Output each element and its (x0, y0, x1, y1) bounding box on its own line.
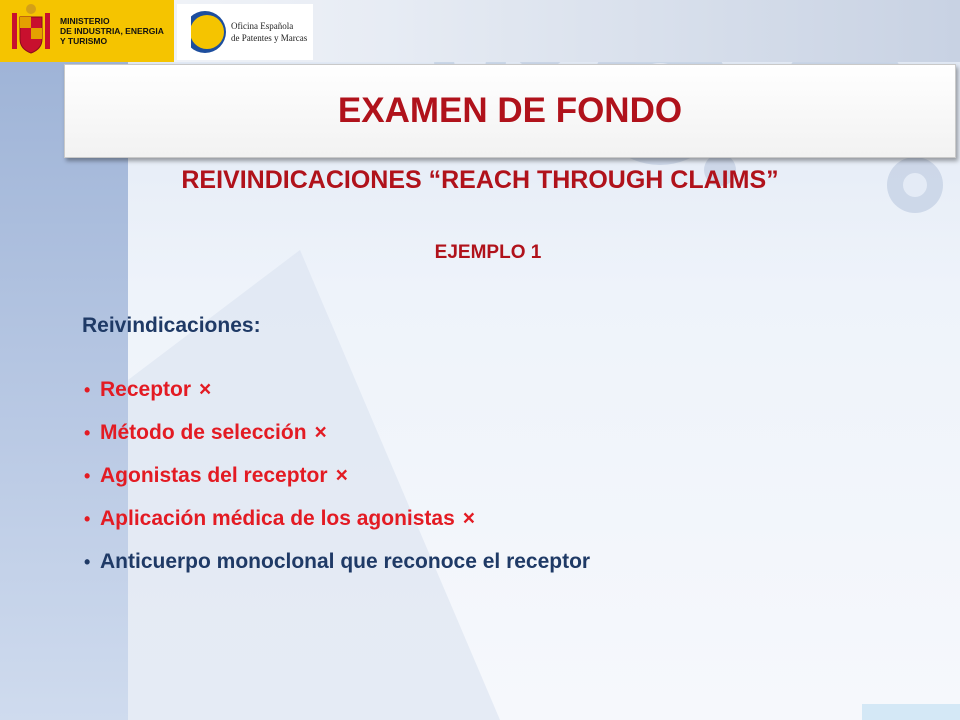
ministry-name (60, 16, 164, 46)
oepm-name (231, 20, 307, 44)
claim-item (84, 507, 590, 550)
ministry-line: MINISTERIO (60, 16, 110, 26)
slide-title: EXAMEN DE FONDO (337, 91, 683, 130)
example-label: EJEMPLO 1 (434, 242, 542, 263)
oepm-line: de Patentes y Marcas (231, 33, 308, 43)
claim-item (84, 378, 590, 421)
rejected-x-icon: × (462, 507, 476, 530)
claim-item (84, 464, 590, 507)
claim-text: Método de selección (100, 421, 307, 444)
ministry-line: Y TURISMO (60, 36, 108, 46)
oepm-emblem-icon (181, 9, 227, 55)
spain-crest-icon (8, 3, 54, 59)
ministry-line: DE INDUSTRIA, ENERGIA (60, 26, 164, 36)
claim-item (84, 550, 590, 593)
claim-text: Agonistas del receptor (100, 464, 328, 487)
ministry-logo (0, 0, 174, 62)
bullet-icon: • (84, 423, 91, 443)
slide-subtitle: REIVINDICACIONES “REACH THROUGH CLAIMS” (181, 166, 779, 194)
bullet-icon: • (84, 552, 91, 572)
claim-item (84, 421, 590, 464)
claims-heading: Reivindicaciones: (82, 314, 261, 337)
title-box (64, 64, 956, 158)
claim-text: Anticuerpo monoclonal que reconoce el receptor (100, 550, 591, 573)
rejected-x-icon: × (199, 378, 212, 401)
bullet-icon: • (84, 466, 91, 486)
corner-decoration (862, 704, 960, 720)
oepm-logo (177, 4, 313, 60)
claim-text: Receptor (100, 378, 192, 401)
rejected-x-icon: × (314, 421, 327, 444)
claims-list (84, 378, 590, 593)
rejected-x-icon: × (335, 464, 348, 487)
bullet-icon: • (84, 380, 91, 400)
bullet-icon: • (84, 509, 91, 529)
oepm-line: Oficina Española (231, 21, 294, 31)
claim-text: Aplicación médica de los agonistas (100, 507, 455, 530)
